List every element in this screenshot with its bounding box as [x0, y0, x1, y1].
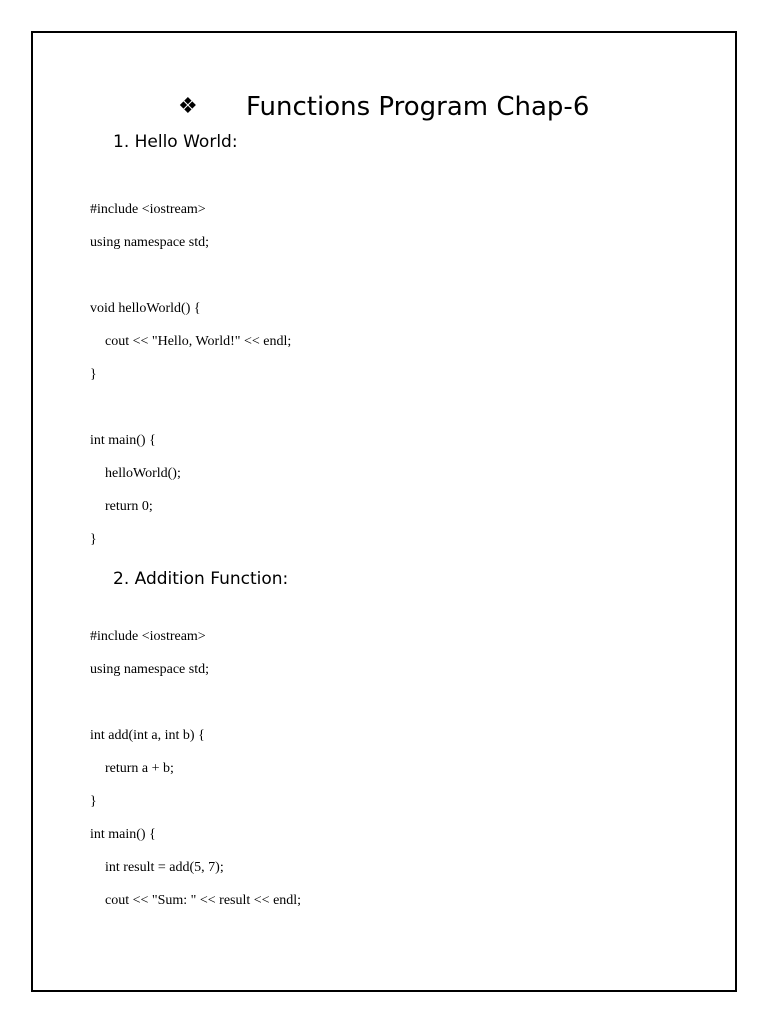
section-heading-addition-function: 2. Addition Function: — [113, 569, 289, 589]
document-title — [0, 92, 768, 128]
code-line-blank — [90, 268, 291, 301]
code-line: return a + b; — [105, 761, 174, 776]
code-line: } — [90, 532, 97, 547]
code-line: helloWorld(); — [105, 466, 181, 481]
code-line: int main() { — [90, 827, 156, 842]
code-block-hello-world — [90, 202, 291, 565]
code-line: int add(int a, int b) { — [90, 728, 205, 743]
code-line: #include <iostream> — [90, 629, 206, 644]
code-block-addition-function — [90, 629, 301, 926]
diamond-bullet-icon: ❖ — [178, 94, 198, 119]
code-line-blank — [90, 695, 301, 728]
code-line: void helloWorld() { — [90, 301, 201, 316]
code-line: using namespace std; — [90, 662, 209, 677]
code-line: return 0; — [105, 499, 153, 514]
section-heading-hello-world: 1. Hello World: — [113, 132, 238, 152]
code-line: using namespace std; — [90, 235, 209, 250]
code-line: } — [90, 794, 97, 809]
code-line: } — [90, 367, 97, 382]
code-line: cout << "Sum: " << result << endl; — [105, 893, 302, 908]
code-line: int result = add(5, 7); — [105, 860, 224, 875]
code-line-blank — [90, 400, 291, 433]
code-line: #include <iostream> — [90, 202, 206, 217]
title-text: Functions Program Chap-6 — [246, 92, 590, 122]
code-line: cout << "Hello, World!" << endl; — [105, 334, 292, 349]
code-line: int main() { — [90, 433, 156, 448]
